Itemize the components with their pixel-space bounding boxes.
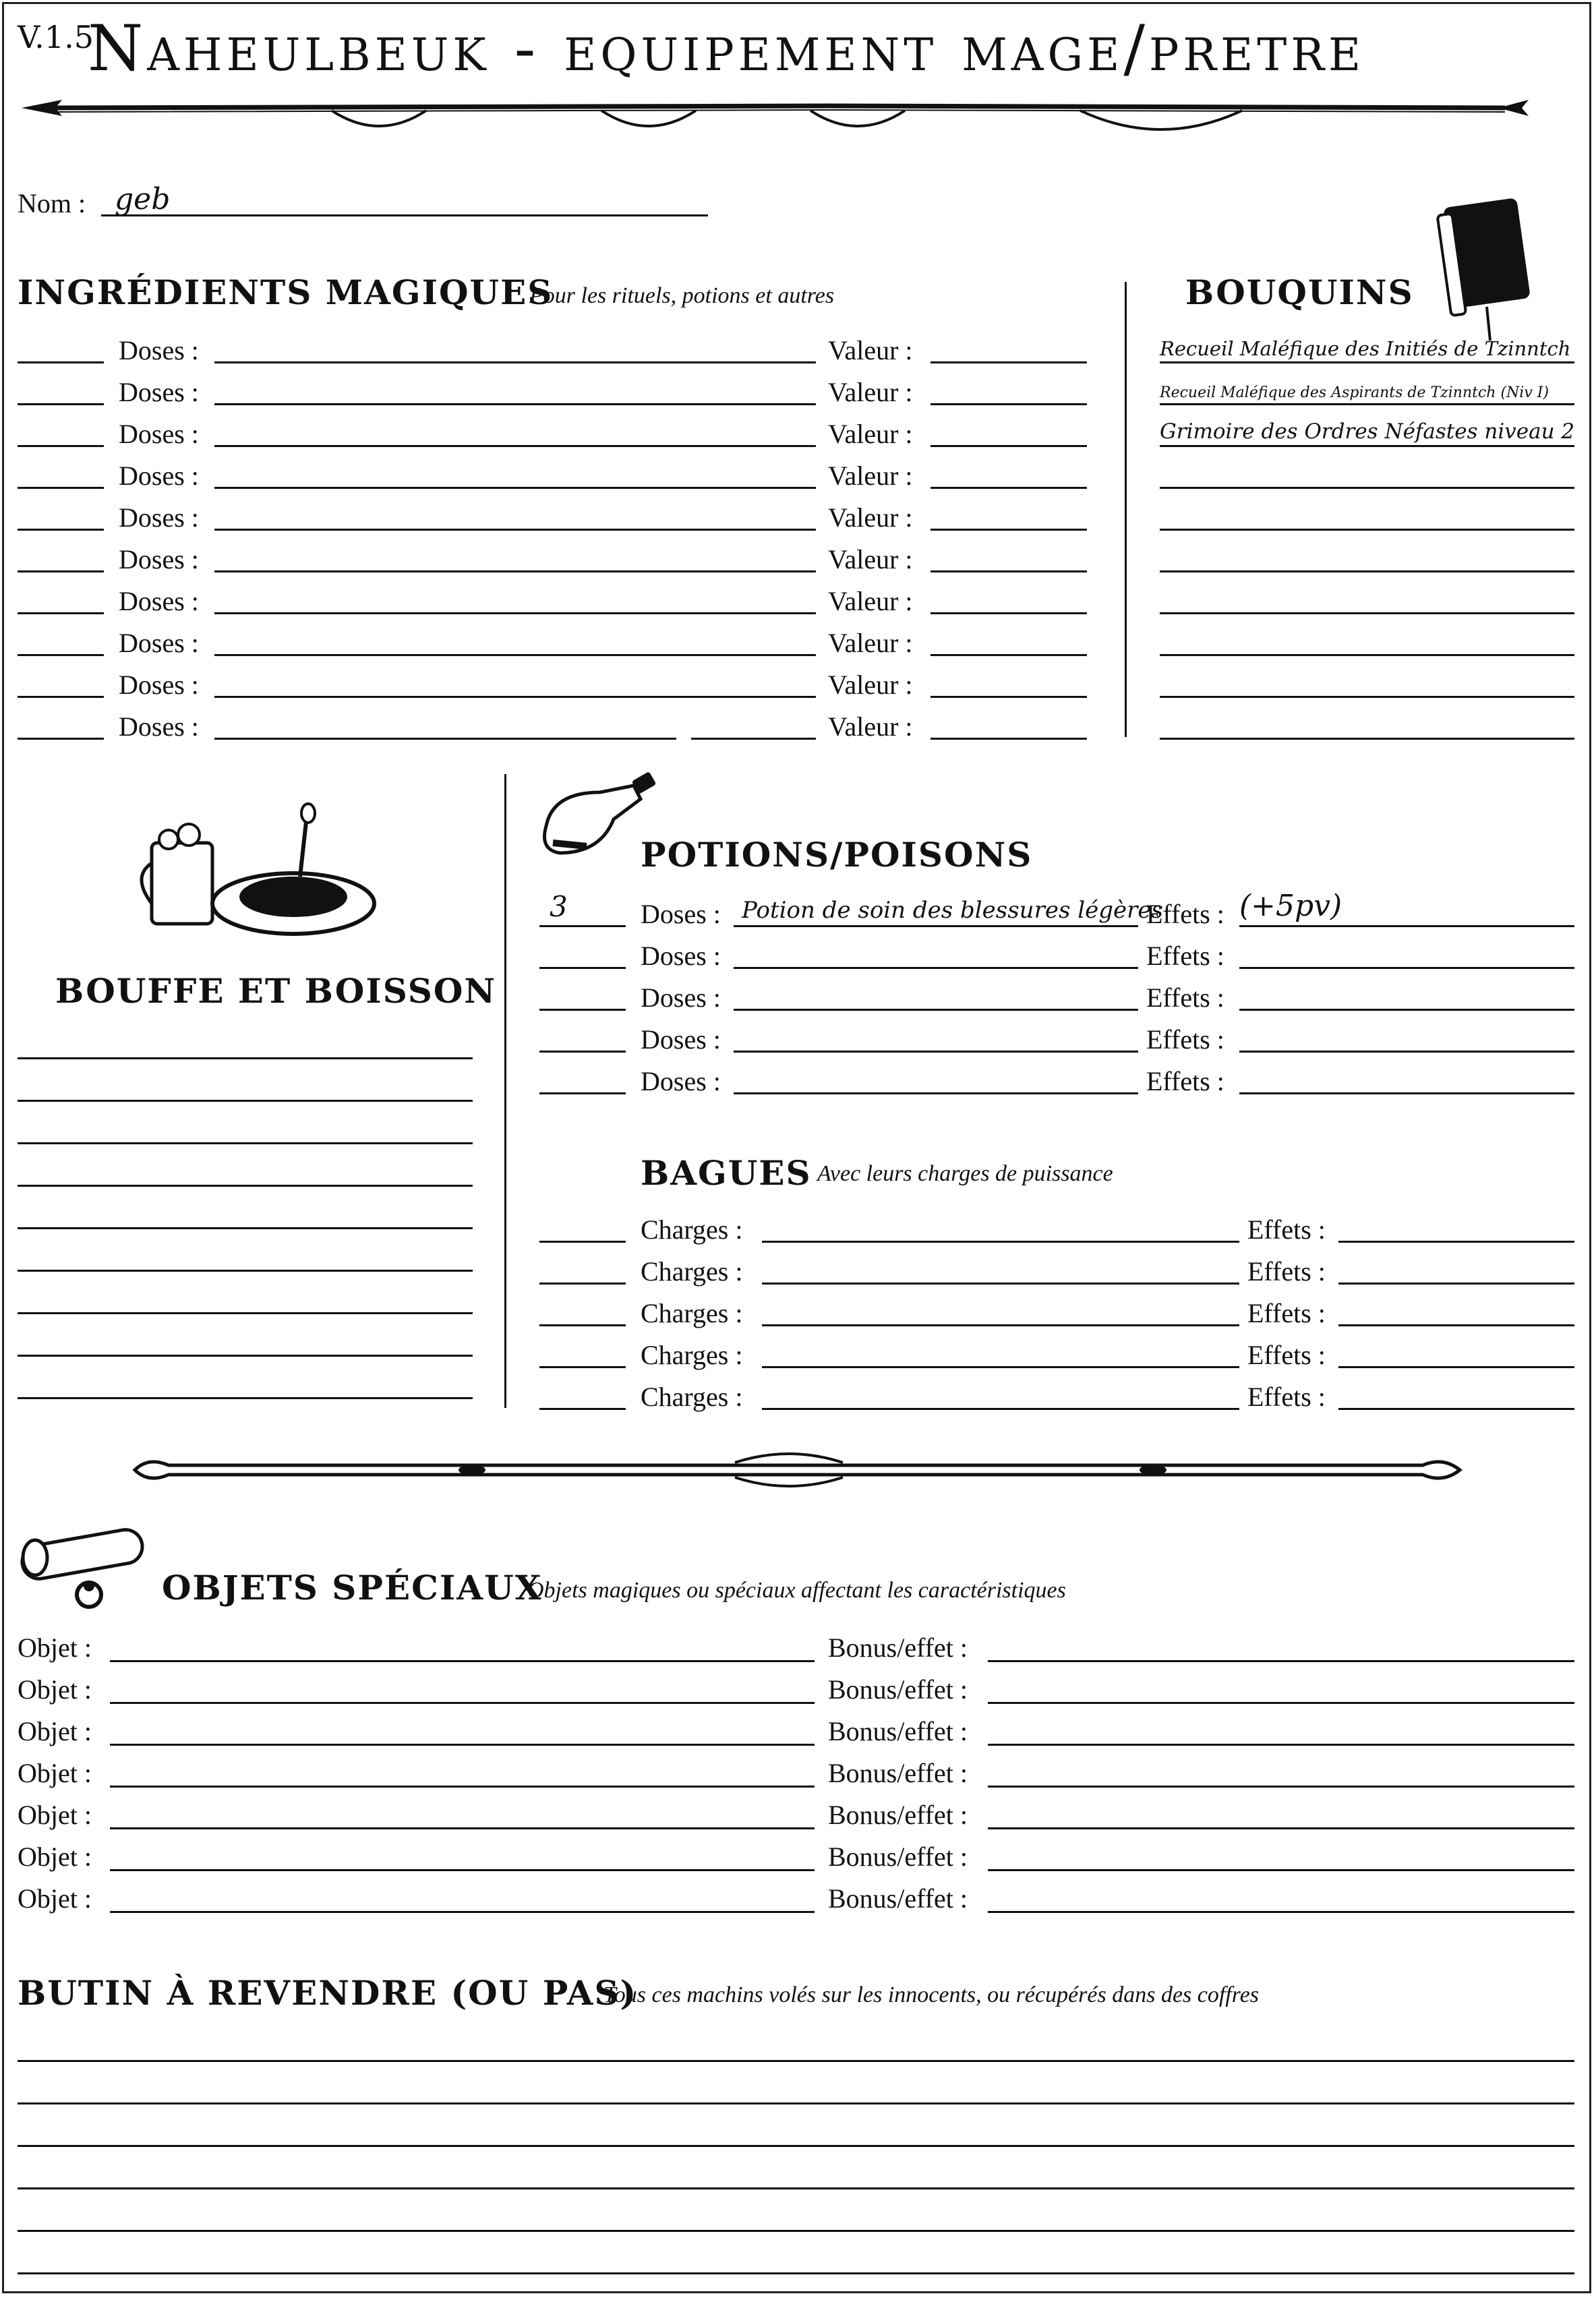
- ingredients-title: INGRÉDIENTS MAGIQUES: [18, 272, 554, 312]
- objet-field[interactable]: [110, 1744, 815, 1746]
- book-line[interactable]: [1160, 696, 1574, 698]
- potion-qty-field[interactable]: [539, 967, 626, 969]
- ring-charges-label: Charges :: [641, 1298, 743, 1328]
- ingredient-qty-field[interactable]: [18, 529, 104, 531]
- potion-effets-label: Effets :: [1146, 941, 1224, 971]
- potion-doses-label: Doses :: [641, 1066, 721, 1096]
- ingredient-valeur-label: Valeur :: [828, 670, 913, 700]
- ingredient-doses-label: Doses :: [119, 544, 199, 574]
- ring-charges-label: Charges :: [641, 1256, 743, 1287]
- food-line[interactable]: [18, 1355, 473, 1357]
- book-line[interactable]: [1160, 445, 1574, 447]
- objet-bonus-label: Bonus/effet :: [828, 1758, 968, 1788]
- loot-line[interactable]: [18, 2272, 1574, 2274]
- ingredient-qty-field[interactable]: [18, 738, 104, 740]
- objets-subtitle: Objets magiques ou spéciaux affectant les caractéristiques: [527, 1578, 1066, 1603]
- potion-doses-label: Doses :: [641, 899, 721, 929]
- staff-divider-icon: [128, 1446, 1463, 1494]
- objet-bonus-field[interactable]: [988, 1702, 1574, 1704]
- ingredient-qty-field[interactable]: [18, 445, 104, 447]
- ingredient-name-field[interactable]: [214, 570, 816, 572]
- loot-line[interactable]: [18, 2060, 1574, 2062]
- ingredient-valeur-label: Valeur :: [828, 628, 913, 658]
- objet-bonus-field[interactable]: [988, 1869, 1574, 1871]
- ring-effect-field[interactable]: [1338, 1408, 1574, 1410]
- ingredients-subtitle: Pour les rituels, potions et autres: [529, 283, 835, 308]
- potions-title: POTIONS/POISONS: [641, 835, 1033, 875]
- objet-bonus-field[interactable]: [988, 1660, 1574, 1662]
- potion-name-field[interactable]: [734, 925, 1138, 927]
- ingredient-name-field[interactable]: [214, 654, 816, 656]
- ring-effect-field[interactable]: [1338, 1241, 1574, 1243]
- column-divider-left: [504, 774, 506, 1408]
- ingredient-valeur-label: Valeur :: [828, 711, 913, 742]
- ingredient-valeur-field[interactable]: [930, 696, 1087, 698]
- butin-title: BUTIN À REVENDRE (OU PAS): [18, 1973, 638, 2013]
- ingredient-valeur-field[interactable]: [930, 361, 1087, 363]
- ring-charges-field[interactable]: [762, 1283, 1239, 1285]
- ring-charges-field[interactable]: [762, 1366, 1239, 1368]
- book-line[interactable]: [1160, 403, 1574, 405]
- objet-label: Objet :: [18, 1674, 92, 1705]
- objet-label: Objet :: [18, 1758, 92, 1788]
- ring-effets-label: Effets :: [1247, 1340, 1326, 1370]
- ingredient-name-field[interactable]: [214, 361, 816, 363]
- ingredient-qty-field[interactable]: [18, 361, 104, 363]
- potion-qty-field[interactable]: [539, 925, 626, 927]
- book-line[interactable]: [1160, 612, 1574, 614]
- loot-line[interactable]: [18, 2102, 1574, 2104]
- ring-charges-field[interactable]: [762, 1324, 1239, 1326]
- objet-field[interactable]: [110, 1827, 815, 1829]
- ring-effets-label: Effets :: [1247, 1256, 1326, 1287]
- ingredient-doses-label: Doses :: [119, 335, 199, 365]
- version-label: V.1.5: [18, 19, 94, 55]
- food-mug-plate-icon: [138, 802, 381, 944]
- objet-field[interactable]: [110, 1911, 815, 1913]
- ring-qty-field[interactable]: [539, 1324, 626, 1326]
- food-line[interactable]: [18, 1185, 473, 1187]
- ingredient-name-field[interactable]: [214, 487, 816, 489]
- ingredient-qty-field[interactable]: [18, 612, 104, 614]
- ring-effect-field[interactable]: [1338, 1283, 1574, 1285]
- ring-qty-field[interactable]: [539, 1241, 626, 1243]
- ingredient-name-field[interactable]: [214, 738, 676, 740]
- loot-line[interactable]: [18, 2230, 1574, 2232]
- ingredient-name-field[interactable]: [214, 403, 816, 405]
- ingredient-name-field[interactable]: [214, 529, 816, 531]
- ingredient-name-field[interactable]: [214, 696, 816, 698]
- ingredient-valeur-field[interactable]: [930, 445, 1087, 447]
- book-2: Recueil Maléfique des Aspirants de Tzinntch (Niv I): [1160, 384, 1549, 401]
- objet-label: Objet :: [18, 1716, 92, 1746]
- objet-bonus-field[interactable]: [988, 1911, 1574, 1913]
- food-line[interactable]: [18, 1057, 473, 1059]
- ingredient-valeur-label: Valeur :: [828, 419, 913, 449]
- ingredient-doses-label: Doses :: [119, 502, 199, 533]
- nom-field[interactable]: [101, 214, 708, 216]
- ring-effets-label: Effets :: [1247, 1214, 1326, 1245]
- objet-label: Objet :: [18, 1632, 92, 1663]
- ingredient-valeur-label: Valeur :: [828, 544, 913, 574]
- ingredient-doses-label: Doses :: [119, 711, 199, 742]
- objet-bonus-label: Bonus/effet :: [828, 1716, 968, 1746]
- objet-field[interactable]: [110, 1869, 815, 1871]
- potion-effect-field[interactable]: [1239, 967, 1574, 969]
- objet-field[interactable]: [110, 1702, 815, 1704]
- ingredient-valeur-label: Valeur :: [828, 335, 913, 365]
- scroll-ring-icon: [15, 1510, 156, 1612]
- book-3: Grimoire des Ordres Néfastes niveau 2: [1160, 419, 1575, 444]
- book-line[interactable]: [1160, 529, 1574, 531]
- nom-value: geb: [115, 182, 171, 216]
- ring-charges-field[interactable]: [762, 1408, 1239, 1410]
- bagues-title: BAGUES: [641, 1153, 812, 1193]
- food-line[interactable]: [18, 1312, 473, 1314]
- potion-name-field[interactable]: [734, 1051, 1138, 1053]
- objet-bonus-field[interactable]: [988, 1786, 1574, 1788]
- ingredient-doses-label: Doses :: [119, 670, 199, 700]
- potion-name-field[interactable]: [734, 967, 1138, 969]
- ring-effect-field[interactable]: [1338, 1366, 1574, 1368]
- book-line[interactable]: [1160, 738, 1574, 740]
- food-line[interactable]: [18, 1270, 473, 1272]
- ring-effets-label: Effets :: [1247, 1298, 1326, 1328]
- ring-charges-field[interactable]: [762, 1241, 1239, 1243]
- ingredient-doses-label: Doses :: [119, 586, 199, 616]
- potion-effect-field[interactable]: [1239, 1009, 1574, 1011]
- ingredient-qty-field[interactable]: [18, 487, 104, 489]
- ingredient-doses-label: Doses :: [119, 461, 199, 491]
- bouquins-title: BOUQUINS: [1185, 272, 1414, 312]
- objet-bonus-label: Bonus/effet :: [828, 1842, 968, 1872]
- ingredient-qty-field[interactable]: [18, 696, 104, 698]
- ring-charges-label: Charges :: [641, 1340, 743, 1370]
- food-line[interactable]: [18, 1227, 473, 1229]
- book-line[interactable]: [1160, 361, 1574, 363]
- objets-title: OBJETS SPÉCIAUX: [162, 1568, 543, 1608]
- ingredient-valeur-label: Valeur :: [828, 502, 913, 533]
- ingredient-valeur-field[interactable]: [930, 403, 1087, 405]
- ingredient-qty-field[interactable]: [18, 654, 104, 656]
- ingredient-qty-field[interactable]: [18, 570, 104, 572]
- potion-effets-label: Effets :: [1146, 1024, 1224, 1055]
- potion-doses-label: Doses :: [641, 982, 721, 1013]
- potion-qty: 3: [550, 890, 568, 923]
- page-title: Naheulbeuk - equipement mage/pretre: [88, 12, 1365, 86]
- ingredient-name-field-2[interactable]: [691, 738, 816, 740]
- bagues-subtitle: Avec leurs charges de puissance: [817, 1161, 1113, 1186]
- ingredient-name-field[interactable]: [214, 445, 816, 447]
- potion-effect: (+5pv): [1239, 889, 1342, 923]
- objet-bonus-label: Bonus/effet :: [828, 1800, 968, 1830]
- potion-effets-label: Effets :: [1146, 982, 1224, 1013]
- ring-charges-label: Charges :: [641, 1214, 743, 1245]
- objet-label: Objet :: [18, 1800, 92, 1830]
- book-line[interactable]: [1160, 654, 1574, 656]
- potion-name-field[interactable]: [734, 1009, 1138, 1011]
- potion-qty-field[interactable]: [539, 1092, 626, 1094]
- ring-qty-field[interactable]: [539, 1283, 626, 1285]
- potion-qty-field[interactable]: [539, 1051, 626, 1053]
- ring-effets-label: Effets :: [1247, 1382, 1326, 1412]
- ring-charges-label: Charges :: [641, 1382, 743, 1412]
- nom-label: Nom :: [18, 188, 86, 218]
- food-line[interactable]: [18, 1142, 473, 1144]
- potion-effect-field[interactable]: [1239, 1051, 1574, 1053]
- loot-line[interactable]: [18, 2187, 1574, 2189]
- objet-bonus-field[interactable]: [988, 1827, 1574, 1829]
- ring-qty-field[interactable]: [539, 1408, 626, 1410]
- food-line[interactable]: [18, 1397, 473, 1399]
- ingredient-valeur-field[interactable]: [930, 529, 1087, 531]
- ingredient-valeur-field[interactable]: [930, 654, 1087, 656]
- objet-label: Objet :: [18, 1883, 92, 1914]
- objet-bonus-label: Bonus/effet :: [828, 1674, 968, 1705]
- objet-field[interactable]: [110, 1660, 815, 1662]
- ingredient-qty-field[interactable]: [18, 403, 104, 405]
- ingredient-valeur-label: Valeur :: [828, 586, 913, 616]
- ingredient-valeur-field[interactable]: [930, 612, 1087, 614]
- butin-subtitle: Tous ces machins volés sur les innocents, ou récupérés dans des coffres: [603, 1982, 1260, 2007]
- loot-line[interactable]: [18, 2145, 1574, 2147]
- potion-name: Potion de soin des blessures légères: [742, 897, 1163, 924]
- objet-field[interactable]: [110, 1786, 815, 1788]
- ring-effect-field[interactable]: [1338, 1324, 1574, 1326]
- potion-doses-label: Doses :: [641, 1024, 721, 1055]
- ingredient-valeur-label: Valeur :: [828, 377, 913, 407]
- ingredient-valeur-field[interactable]: [930, 487, 1087, 489]
- ring-qty-field[interactable]: [539, 1366, 626, 1368]
- ingredient-doses-label: Doses :: [119, 628, 199, 658]
- potion-doses-label: Doses :: [641, 941, 721, 971]
- potion-name-field[interactable]: [734, 1092, 1138, 1094]
- book-line[interactable]: [1160, 487, 1574, 489]
- potion-effect-field[interactable]: [1239, 925, 1574, 927]
- book-icon: [1436, 196, 1544, 344]
- book-line[interactable]: [1160, 570, 1574, 572]
- ingredient-doses-label: Doses :: [119, 377, 199, 407]
- spear-divider-top-icon: [15, 88, 1532, 148]
- book-1: Recueil Maléfique des Initiés de Tzinntch: [1160, 337, 1571, 360]
- objet-label: Objet :: [18, 1842, 92, 1872]
- ingredient-valeur-field[interactable]: [930, 570, 1087, 572]
- potion-effets-label: Effets :: [1146, 899, 1224, 929]
- bouffe-title: BOUFFE ET BOISSON: [55, 971, 497, 1011]
- objet-bonus-label: Bonus/effet :: [828, 1632, 968, 1663]
- ingredient-name-field[interactable]: [214, 612, 816, 614]
- potion-effets-label: Effets :: [1146, 1066, 1224, 1096]
- food-line[interactable]: [18, 1100, 473, 1102]
- ingredient-doses-label: Doses :: [119, 419, 199, 449]
- column-divider-right: [1125, 282, 1127, 737]
- potion-effect-field[interactable]: [1239, 1092, 1574, 1094]
- potion-qty-field[interactable]: [539, 1009, 626, 1011]
- ingredient-valeur-label: Valeur :: [828, 461, 913, 491]
- ingredient-valeur-field[interactable]: [930, 738, 1087, 740]
- objet-bonus-field[interactable]: [988, 1744, 1574, 1746]
- objet-bonus-label: Bonus/effet :: [828, 1883, 968, 1914]
